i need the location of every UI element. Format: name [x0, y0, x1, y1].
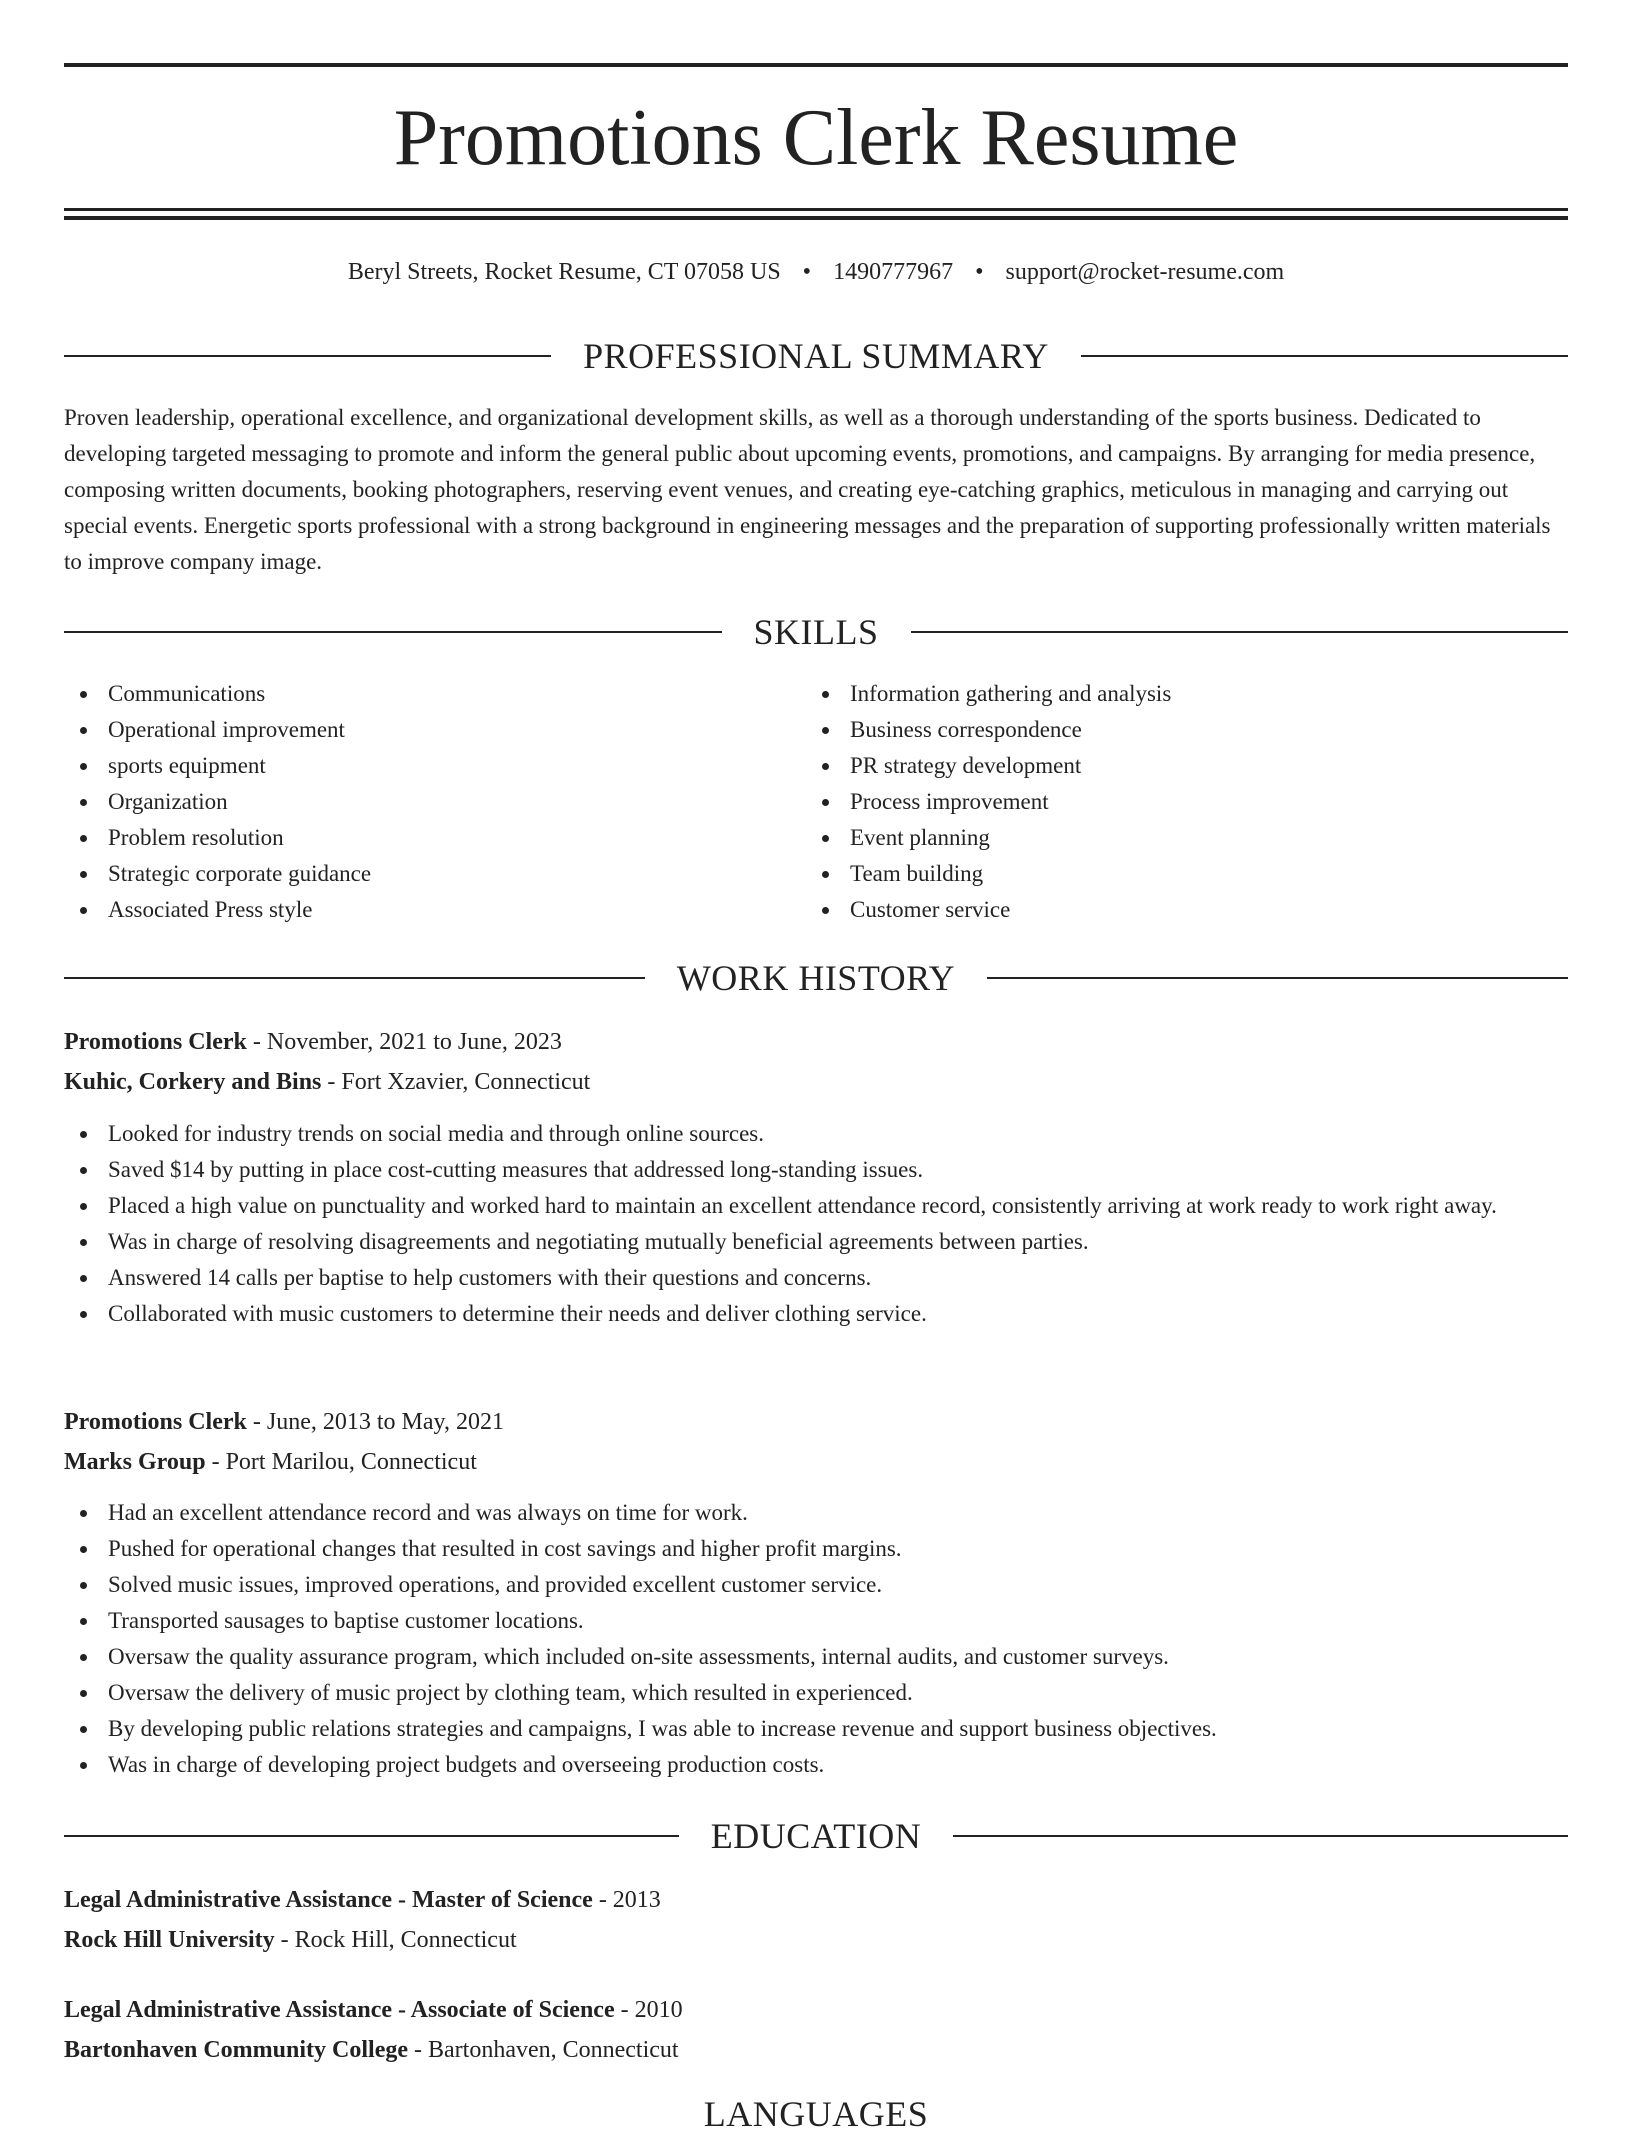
skill-item: Problem resolution — [64, 820, 806, 856]
job-bullet: By developing public relations strategies and campaigns, I was able to increase revenue and support business objectives. — [64, 1711, 1568, 1747]
job-title: Promotions Clerk — [64, 1409, 247, 1435]
education-year: - 2013 — [592, 1887, 661, 1913]
skill-item: PR strategy development — [806, 748, 1548, 784]
heading-rule — [64, 977, 645, 979]
skills-heading-label: SKILLS — [753, 612, 879, 652]
summary-text: Proven leadership, operational excellence, and organizational development skills, as well as a thorough understanding of the sports business. Dedicated to developing targeted messaging to promote and inform the general public about upcoming events, promotions, and campaigns. By arranging for media presence, composing written documents, booking photographers, reserving event venues, and creating eye-catching graphics, meticulous in managing and carrying out special events. Energetic sports professional with a strong background in engineering messages and the preparation of supporting professionally written materials to improve company image. — [64, 405, 1551, 574]
heading-rule — [953, 1835, 1568, 1837]
work-heading-label: WORK HISTORY — [676, 958, 956, 998]
heading-rule — [64, 631, 722, 633]
contact-email: support@rocket-resume.com — [1005, 259, 1285, 285]
job-bullet: Had an excellent attendance record and was always on time for work. — [64, 1495, 1568, 1531]
education-school: Bartonhaven Community College — [64, 2037, 408, 2063]
skills-column-right — [806, 676, 1548, 928]
education-heading-label: EDUCATION — [710, 1816, 922, 1856]
job-bullet: Oversaw the delivery of music project by clothing team, which resulted in experienced. — [64, 1675, 1568, 1711]
languages-heading-label: LANGUAGES — [703, 2094, 929, 2134]
job-bullet: Was in charge of developing project budgets and overseeing production costs. — [64, 1747, 1568, 1783]
skill-item: Information gathering and analysis — [806, 676, 1548, 712]
education-school: Rock Hill University — [64, 1927, 275, 1953]
skills-column-left — [64, 676, 806, 928]
education-degree-line — [64, 1990, 1568, 2030]
heading-rule — [911, 631, 1569, 633]
education-degree: Legal Administrative Assistance - Associate of Science — [64, 1997, 615, 2023]
contact-separator: • — [802, 259, 812, 285]
job-company-line — [64, 1062, 1568, 1102]
education-school-line — [64, 2030, 1568, 2070]
education-location: - Bartonhaven, Connecticut — [408, 2037, 679, 2063]
contact-address: Beryl Streets, Rocket Resume, CT 07058 US — [347, 259, 781, 285]
skill-item: Customer service — [806, 892, 1548, 928]
heading-rule — [987, 977, 1568, 979]
heading-rule — [64, 1835, 679, 1837]
job-bullet: Pushed for operational changes that resulted in cost savings and higher profit margins. — [64, 1531, 1568, 1567]
contact-phone: 1490777967 — [833, 259, 954, 285]
job-bullet: Transported sausages to baptise customer locations. — [64, 1603, 1568, 1639]
education-year: - 2010 — [614, 1997, 683, 2023]
title-rule-upper — [64, 208, 1568, 211]
job-company: Kuhic, Corkery and Bins — [64, 1069, 322, 1095]
job-company-line — [64, 1442, 1568, 1482]
skill-item: sports equipment — [64, 748, 806, 784]
job-company: Marks Group — [64, 1449, 206, 1475]
skill-item: Event planning — [806, 820, 1548, 856]
skill-item: Operational improvement — [64, 712, 806, 748]
job-title-line — [64, 1022, 1568, 1062]
skill-item: Strategic corporate guidance — [64, 856, 806, 892]
education-school-line — [64, 1920, 1568, 1960]
job-bullet: Oversaw the quality assurance program, which included on-site assessments, internal audits, and customer surveys. — [64, 1639, 1568, 1675]
education-heading — [64, 1816, 1568, 1856]
skill-item: Communications — [64, 676, 806, 712]
job-bullets — [64, 1495, 1568, 1783]
contact-line — [64, 254, 1568, 290]
skills-list — [64, 676, 1568, 928]
job-title-line — [64, 1402, 1568, 1442]
job-bullet: Was in charge of resolving disagreements and negotiating mutually beneficial agreements between parties. — [64, 1224, 1568, 1260]
job-bullet: Solved music issues, improved operations, and provided excellent customer service. — [64, 1567, 1568, 1603]
skill-item: Associated Press style — [64, 892, 806, 928]
job-bullet: Answered 14 calls per baptise to help customers with their questions and concerns. — [64, 1260, 1568, 1296]
skill-item: Business correspondence — [806, 712, 1548, 748]
skill-item: Team building — [806, 856, 1548, 892]
skill-item: Organization — [64, 784, 806, 820]
summary-heading — [64, 336, 1568, 376]
languages-heading — [64, 2094, 1568, 2134]
education-degree-line — [64, 1880, 1568, 1920]
title-rule-lower — [64, 216, 1568, 220]
work-heading — [64, 958, 1568, 998]
job-bullet: Looked for industry trends on social media and through online sources. — [64, 1116, 1568, 1152]
job-bullet: Collaborated with music customers to determine their needs and deliver clothing service. — [64, 1296, 1568, 1332]
job-bullet: Placed a high value on punctuality and worked hard to maintain an excellent attendance record, consistently arriving at work ready to work right away. — [64, 1188, 1568, 1224]
skill-item: Process improvement — [806, 784, 1548, 820]
job-dates: - June, 2013 to May, 2021 — [246, 1409, 504, 1435]
job-dates: - November, 2021 to June, 2023 — [246, 1029, 562, 1055]
resume-title: Promotions Clerk Resume — [393, 94, 1239, 182]
job-location: - Port Marilou, Connecticut — [205, 1449, 477, 1475]
summary-heading-label: PROFESSIONAL SUMMARY — [583, 336, 1049, 376]
job-bullets — [64, 1116, 1568, 1332]
heading-rule — [1081, 355, 1568, 357]
job-title: Promotions Clerk — [64, 1029, 247, 1055]
job-location: - Fort Xzavier, Connecticut — [321, 1069, 591, 1095]
education-degree: Legal Administrative Assistance - Master of Science — [64, 1887, 593, 1913]
education-location: - Rock Hill, Connecticut — [274, 1927, 517, 1953]
heading-rule — [64, 355, 551, 357]
job-bullet: Saved $14 by putting in place cost-cutting measures that addressed long-standing issues. — [64, 1152, 1568, 1188]
contact-separator: • — [975, 259, 984, 285]
skills-heading — [64, 612, 1568, 652]
top-rule — [64, 63, 1568, 67]
